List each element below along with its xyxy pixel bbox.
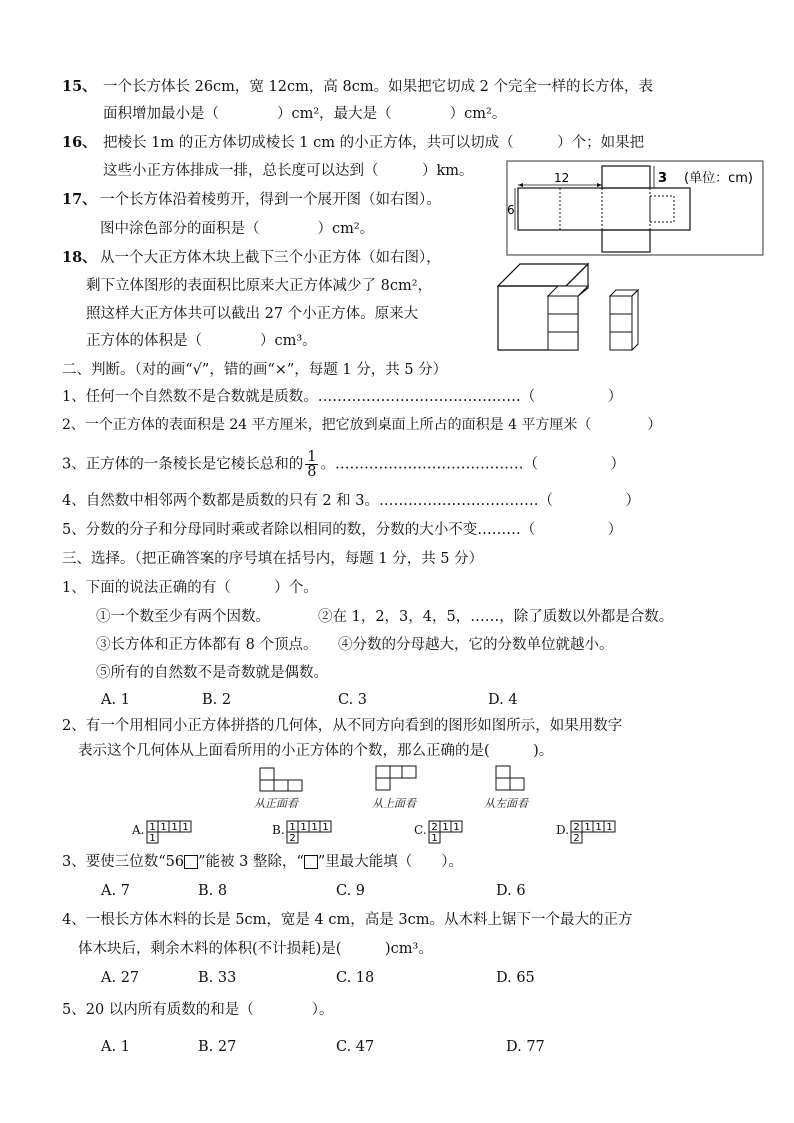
q17-line1: 一个长方体沿着棱剪开，得到一个展开图（如右图）。 — [100, 192, 441, 208]
blank-box-icon — [304, 855, 318, 869]
q2-opt-b-cell-4: 1 — [322, 822, 329, 833]
q2-opt-a-grid — [146, 820, 194, 846]
judge-item-3 — [62, 450, 625, 479]
q2-opt-c-cell-4: 1 — [431, 833, 438, 844]
choice-q1-opt-a: A. 1 — [101, 692, 130, 708]
q18-number: 18、 — [62, 249, 97, 266]
choice-q1-stem: 1、下面的说法正确的有（ ）个。 — [62, 580, 318, 596]
q15-number: 15、 — [62, 78, 97, 95]
judge-item-3-text: 3、正方体的一条棱长是它棱长总和的 — [62, 456, 304, 473]
choice-q1-s2: ②在 1，2，3，4，5，……，除了质数以外都是合数。 — [318, 609, 674, 625]
q17-number: 17、 — [62, 191, 97, 208]
net-unit-label: (单位：cm) — [684, 171, 753, 186]
view-top-figure — [374, 764, 422, 792]
q18-line2: 剩下立体图形的表面积比原来大正方体减少了 8cm²， — [86, 278, 433, 294]
choice-q1-s1: ①一个数至少有两个因数。 — [96, 609, 270, 625]
cube-cut-figure — [496, 258, 646, 354]
q2-opt-c-cell-2: 1 — [442, 822, 449, 833]
choice-q2-line2: 表示这个几何体从上面看所用的小正方体的个数，那么正确的是( )。 — [78, 743, 554, 759]
q15-line1: 一个长方体长 26cm，宽 12cm，高 8cm。如果把它切成 2 个完全一样的长方体，表 — [103, 79, 654, 95]
q2-opt-b-grid — [286, 820, 334, 846]
q2-opt-d-cell-5: 2 — [573, 833, 580, 844]
q2-opt-c-label: C. — [414, 823, 427, 837]
choice-q4-opt-d: D. 65 — [496, 970, 535, 986]
judge-heading: 二、判断。（对的画“√”，错的画“×”，每题 1 分，共 5 分） — [62, 362, 448, 378]
choice-q3-opt-a: A. 7 — [101, 883, 130, 899]
choice-q4-line1: 4、一根长方体木料的长是 5cm，宽是 4 cm，高是 3cm。从木料上锯下一个最大的正方 — [62, 912, 633, 928]
fraction-one-eighth: $\frac{1}{8}$ — [307, 449, 317, 480]
q2-opt-a-cell-2: 1 — [160, 822, 167, 833]
choice-heading: 三、选择。（把正确答案的序号填在括号内，每题 1 分，共 5 分） — [62, 551, 484, 567]
net-label-12: 12 — [554, 171, 570, 185]
choice-q5-opt-a: A. 1 — [101, 1039, 130, 1055]
choice-q3-stem-post: ”里最大能填（ ）。 — [317, 854, 464, 870]
choice-q3-stem — [62, 852, 463, 872]
choice-q1-opt-d: D. 4 — [488, 692, 518, 708]
q2-opt-d-cell-4: 1 — [606, 822, 613, 833]
judge-item-2: 2、一个正方体的表面积是 24 平方厘米，把它放到桌面上所占的面积是 4 平方厘米（ ） — [62, 417, 662, 433]
q16-line2: 这些小正方体排成一排，总长度可以达到（ ）km。 — [103, 163, 474, 179]
choice-q1-opt-b: B. 2 — [202, 692, 232, 708]
choice-q1-s3: ③长方体和正方体都有 8 个顶点。 — [96, 637, 318, 653]
view-front-figure — [258, 766, 306, 792]
choice-q1-s4: ④分数的分母越大，它的分数单位就越小。 — [338, 637, 614, 653]
choice-q4-line2: 体木块后，剩余木料的体积(不计损耗)是( )cm³。 — [78, 941, 433, 957]
q2-opt-d-label: D. — [556, 823, 570, 837]
q2-opt-d-cell-2: 1 — [584, 822, 591, 833]
choice-q3-opt-b: B. 8 — [198, 883, 228, 899]
choice-q4-opt-c: C. 18 — [336, 970, 375, 986]
choice-q4-opt-b: B. 33 — [198, 970, 237, 986]
net-label-6: 6 — [507, 203, 515, 217]
q2-opt-d-cell-1: 2 — [573, 822, 580, 833]
choice-q5-opt-c: C. 47 — [336, 1039, 375, 1055]
q18-line3: 照这样大正方体共可以截出 27 个小正方体。原来大 — [86, 306, 419, 322]
choice-q4-opt-a: A. 27 — [101, 970, 140, 986]
q2-opt-a-label: A. — [132, 823, 145, 837]
view-left-figure — [494, 764, 530, 792]
q18-line4: 正方体的体积是（ ）cm³。 — [86, 333, 317, 349]
choice-q2-line1: 2、有一个用相同小正方体拼搭的几何体，从不同方向看到的图形如图所示，如果用数字 — [62, 718, 623, 734]
choice-q3-stem-pre: 3、要使三位数“56 — [62, 854, 185, 870]
judge-item-1: 1、任何一个自然数不是合数就是质数。……………………………………（ ） — [62, 389, 623, 405]
net-label-3: 3 — [658, 171, 668, 186]
net-figure — [506, 160, 764, 256]
choice-q5-stem: 5、20 以内所有质数的和是（ ）。 — [62, 1002, 334, 1018]
q2-opt-d-cell-3: 1 — [595, 822, 602, 833]
q2-opt-c-cell-1: 2 — [431, 822, 438, 833]
choice-q1-opt-c: C. 3 — [338, 692, 368, 708]
choice-q5-opt-b: B. 27 — [198, 1039, 237, 1055]
choice-q3-opt-c: C. 9 — [336, 883, 366, 899]
q15-line2: 面积增加最小是（ ）cm²，最大是（ ）cm²。 — [103, 106, 507, 122]
blank-box-icon — [184, 855, 198, 869]
q2-opt-d-grid — [570, 820, 618, 846]
judge-item-3-tail: 。…………………………………（ ） — [320, 456, 625, 473]
q17-line2: 图中涂色部分的面积是（ ）cm²。 — [100, 221, 375, 237]
q16-number: 16、 — [62, 134, 97, 151]
q2-opt-b-cell-5: 2 — [289, 833, 296, 844]
q18-line1: 从一个大正方体木块上截下三个小正方体（如右图）， — [100, 250, 441, 266]
q2-opt-b-cell-1: 1 — [289, 822, 296, 833]
judge-item-5: 5、分数的分子和分母同时乘或者除以相同的数，分数的大小不变………（ ） — [62, 522, 623, 538]
q2-opt-a-cell-5: 1 — [149, 833, 156, 844]
q2-opt-c-cell-3: 1 — [453, 822, 460, 833]
q2-opt-b-cell-2: 1 — [300, 822, 307, 833]
judge-item-4: 4、自然数中相邻两个数都是质数的只有 2 和 3。……………………………（ ） — [62, 493, 641, 509]
q2-opt-a-cell-1: 1 — [149, 822, 156, 833]
q2-opt-a-cell-3: 1 — [171, 822, 178, 833]
view-front-label: 从正面看 — [254, 797, 298, 810]
view-left-label: 从左面看 — [484, 797, 528, 810]
q2-opt-b-cell-3: 1 — [311, 822, 318, 833]
q2-opt-b-label: B. — [272, 823, 285, 837]
q2-opt-c-grid — [428, 820, 476, 846]
view-top-label: 从上面看 — [372, 797, 416, 810]
q2-opt-a-cell-4: 1 — [182, 822, 189, 833]
choice-q3-stem-mid: ”能被 3 整除，“ — [198, 854, 304, 870]
choice-q5-opt-d: D. 77 — [506, 1039, 545, 1055]
choice-q3-opt-d: D. 6 — [496, 883, 526, 899]
choice-q1-s5: ⑤所有的自然数不是奇数就是偶数。 — [96, 665, 328, 681]
q16-line1: 把棱长 1m 的正方体切成棱长 1 cm 的小正方体，共可以切成（ ）个；如果把 — [103, 135, 645, 151]
